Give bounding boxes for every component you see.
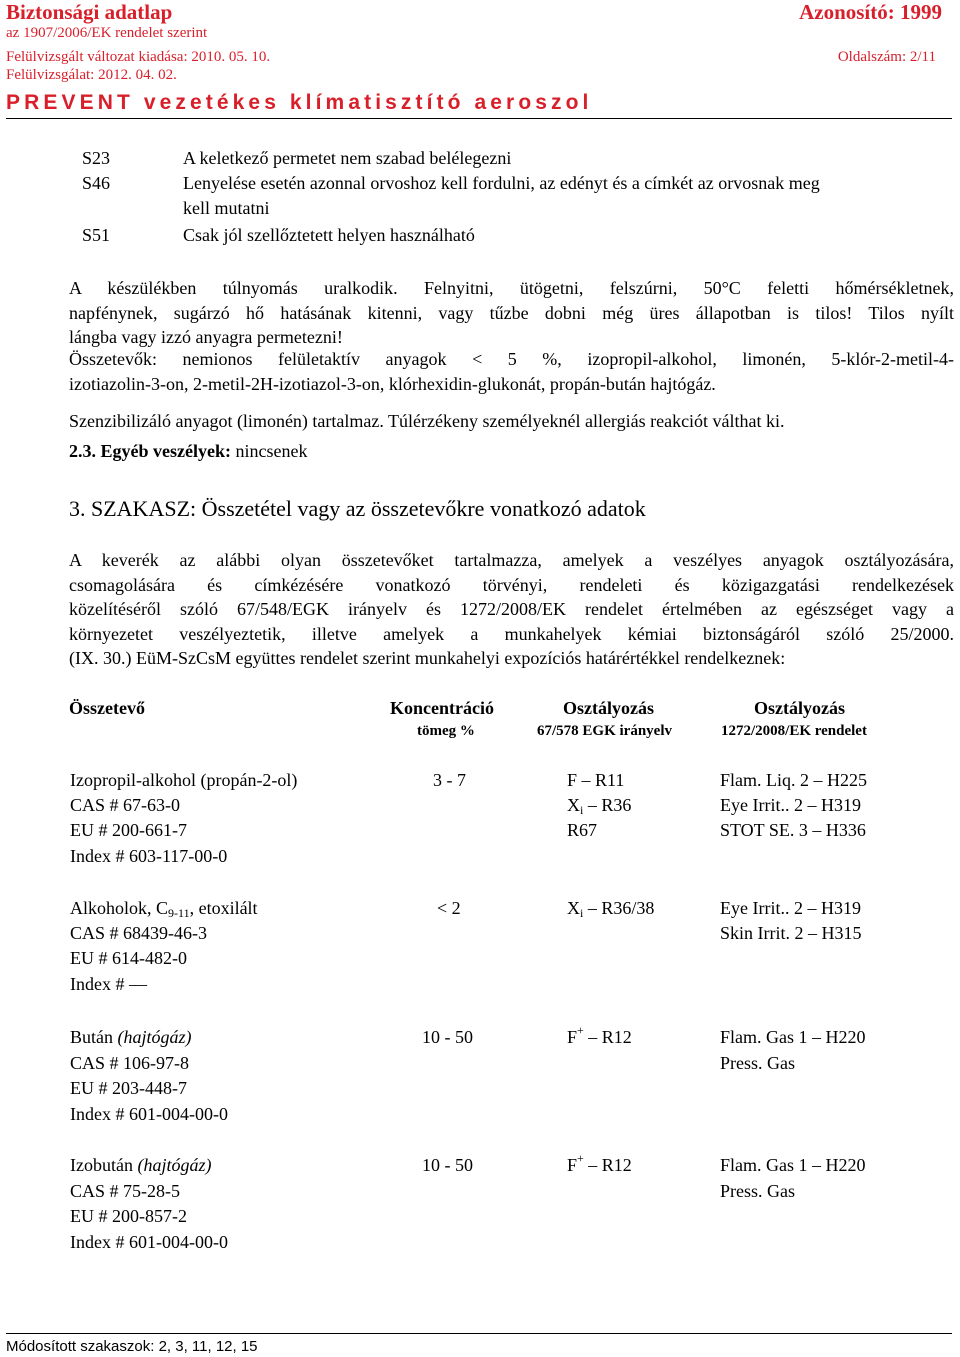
- dsd-classification: R67: [567, 820, 598, 840]
- text-line: A készülékben túlnyomás uralkodik. Felnyitni, ütögetni, felszúrni, 50°C feletti hőmérsékletnek,: [69, 278, 954, 298]
- eu-number: EU # 614-482-0: [70, 948, 187, 968]
- footer-divider: [6, 1333, 952, 1334]
- document-title: Biztonsági adatlap: [6, 0, 173, 24]
- s-phrase-code: S23: [82, 148, 111, 168]
- clp-classification: Press. Gas: [720, 1181, 795, 1201]
- clp-classification: Eye Irrit.. 2 – H319: [720, 795, 861, 815]
- modified-sections: Módosított szakaszok: 2, 3, 11, 12, 15: [6, 1338, 258, 1355]
- text-line: A keverék az alábbi olyan összetevőket tartalmazza, amelyek a veszélyes anyagok osztályozására,: [69, 550, 954, 570]
- component-name: Alkoholok, $C_{9-11}$, etoxilált: [70, 898, 258, 920]
- col-header-classification-dsd-sub: 67/578 EGK irányelv: [537, 723, 672, 739]
- other-hazards-value: nincsenek: [235, 441, 308, 461]
- text-line: közelítéséről szóló 67/548/EGK irányelv és 1272/2008/EK rendelet értelmében az egészséget vagy a: [69, 599, 954, 620]
- pressure-warning: [69, 276, 954, 350]
- s-phrase-code: S46: [82, 173, 111, 193]
- component-name: Izobután (hajtógáz): [70, 1155, 212, 1175]
- dsd-classification: F+ – R12: [567, 1151, 632, 1175]
- sensitizer-note: Szenzibilizáló anyagot (limonén) tartalmaz. Túlérzékeny személyeknél allergiás reakciót válthat ki.: [69, 411, 785, 431]
- text-line: Összetevők: nemionos felületaktív anyagok < 5 %, izopropil-alkohol, limonén, 5-klór-2-metil-4-: [69, 349, 954, 369]
- col-header-concentration: Koncentráció: [390, 698, 494, 718]
- eu-number: EU # 203-448-7: [70, 1078, 187, 1098]
- product-name: PREVENT vezetékes klímatisztító aeroszol: [6, 91, 593, 114]
- col-header-classification-clp-sub: 1272/2008/EK rendelet: [721, 723, 867, 739]
- index-number: Index # 601-004-00-0: [70, 1232, 228, 1252]
- text-line: lángba vagy izzó anyagra permetezni!: [69, 327, 343, 348]
- clp-classification: STOT SE. 3 – H336: [720, 820, 866, 840]
- cas-number: CAS # 106-97-8: [70, 1053, 190, 1073]
- clp-classification: Flam. Gas 1 – H220: [720, 1027, 866, 1047]
- concentration-value: 10 - 50: [422, 1027, 473, 1047]
- text-line: napfénynek, sugárzó hő hatásának kitenni, vagy tűzbe dobni még üres állapotban is tilos! Tilos nyílt: [69, 302, 954, 323]
- dsd-classification: F – R11: [567, 770, 625, 790]
- col-header-classification-dsd: Osztályozás: [563, 698, 654, 718]
- dsd-classification: $X_i - R36$: [567, 795, 632, 817]
- text-line: izotiazolin-3-on, 2-metil-2H-izotiazol-3-on, klórhexidin-glukonát, propán-bután hajtógáz.: [69, 373, 716, 394]
- regulation-subtitle: az 1907/2006/EK rendelet szerint: [6, 25, 208, 41]
- text-line: (IX. 30.) EüM-SzCsM együttes rendelet szerint munkahelyi expozíciós határértékkel rendelkeznek:: [69, 648, 786, 669]
- revision-date: Felülvizsgálat: 2012. 04. 02.: [6, 67, 177, 83]
- cas-number: CAS # 67-63-0: [70, 795, 181, 815]
- dsd-classification: F+ – R12: [567, 1023, 632, 1047]
- s-phrase-text: Lenyelése esetén azonnal orvoshoz kell fordulni, az edényt és a címkét az orvosnak meg: [183, 173, 820, 193]
- dsd-classification: $X_i - R36/38$: [567, 898, 655, 920]
- eu-number: EU # 200-661-7: [70, 820, 187, 840]
- clp-classification: Flam. Liq. 2 – H225: [720, 770, 867, 790]
- header-divider: [6, 118, 952, 119]
- other-hazards-label: 2.3. Egyéb veszélyek:: [69, 441, 231, 461]
- cas-number: CAS # 68439-46-3: [70, 923, 208, 943]
- s-phrase-code: S51: [82, 225, 111, 245]
- section-3-intro: [69, 548, 954, 671]
- col-header-classification-clp: Osztályozás: [754, 698, 845, 718]
- revision-issue: Felülvizsgált változat kiadása: 2010. 05. 10.: [6, 49, 271, 65]
- concentration-value: < 2: [437, 898, 461, 918]
- components-statement: [69, 347, 954, 396]
- document-id: Azonosító: 1999: [799, 0, 942, 24]
- concentration-value: 3 - 7: [433, 770, 466, 790]
- other-hazards: [69, 441, 307, 462]
- col-header-concentration-unit: tömeg %: [417, 723, 475, 739]
- clp-classification: Skin Irrit. 2 – H315: [720, 923, 862, 943]
- clp-classification: Eye Irrit.. 2 – H319: [720, 898, 861, 918]
- s-phrase-text: A keletkező permetet nem szabad belélegezni: [183, 148, 512, 168]
- text-line: környezetet veszélyeztetik, illetve amelyek a munkahelyek kémiai biztonságáról szóló 25/2000.: [69, 623, 954, 644]
- cas-number: CAS # 75-28-5: [70, 1181, 181, 1201]
- component-name: Bután (hajtógáz): [70, 1027, 192, 1047]
- index-number: Index # 601-004-00-0: [70, 1104, 228, 1124]
- clp-classification: Flam. Gas 1 – H220: [720, 1155, 866, 1175]
- component-name: Izopropil-alkohol (propán-2-ol): [70, 770, 298, 790]
- text-line: csomagolására és címkézésére vonatkozó törvényi, rendeleti és közigazgatási rendelkezések: [69, 574, 954, 595]
- s-phrase-text: kell mutatni: [183, 198, 270, 218]
- section-3-heading: 3. SZAKASZ: Összetétel vagy az összetevőkre vonatkozó adatok: [69, 496, 646, 521]
- page-number: Oldalszám: 2/11: [837, 49, 936, 65]
- col-header-component: Összetevő: [69, 698, 145, 718]
- concentration-value: 10 - 50: [422, 1155, 473, 1175]
- index-number: Index # —: [70, 974, 147, 994]
- s-phrase-text: Csak jól szellőztetett helyen használható: [183, 225, 475, 245]
- eu-number: EU # 200-857-2: [70, 1206, 187, 1226]
- index-number: Index # 603-117-00-0: [70, 846, 228, 866]
- clp-classification: Press. Gas: [720, 1053, 795, 1073]
